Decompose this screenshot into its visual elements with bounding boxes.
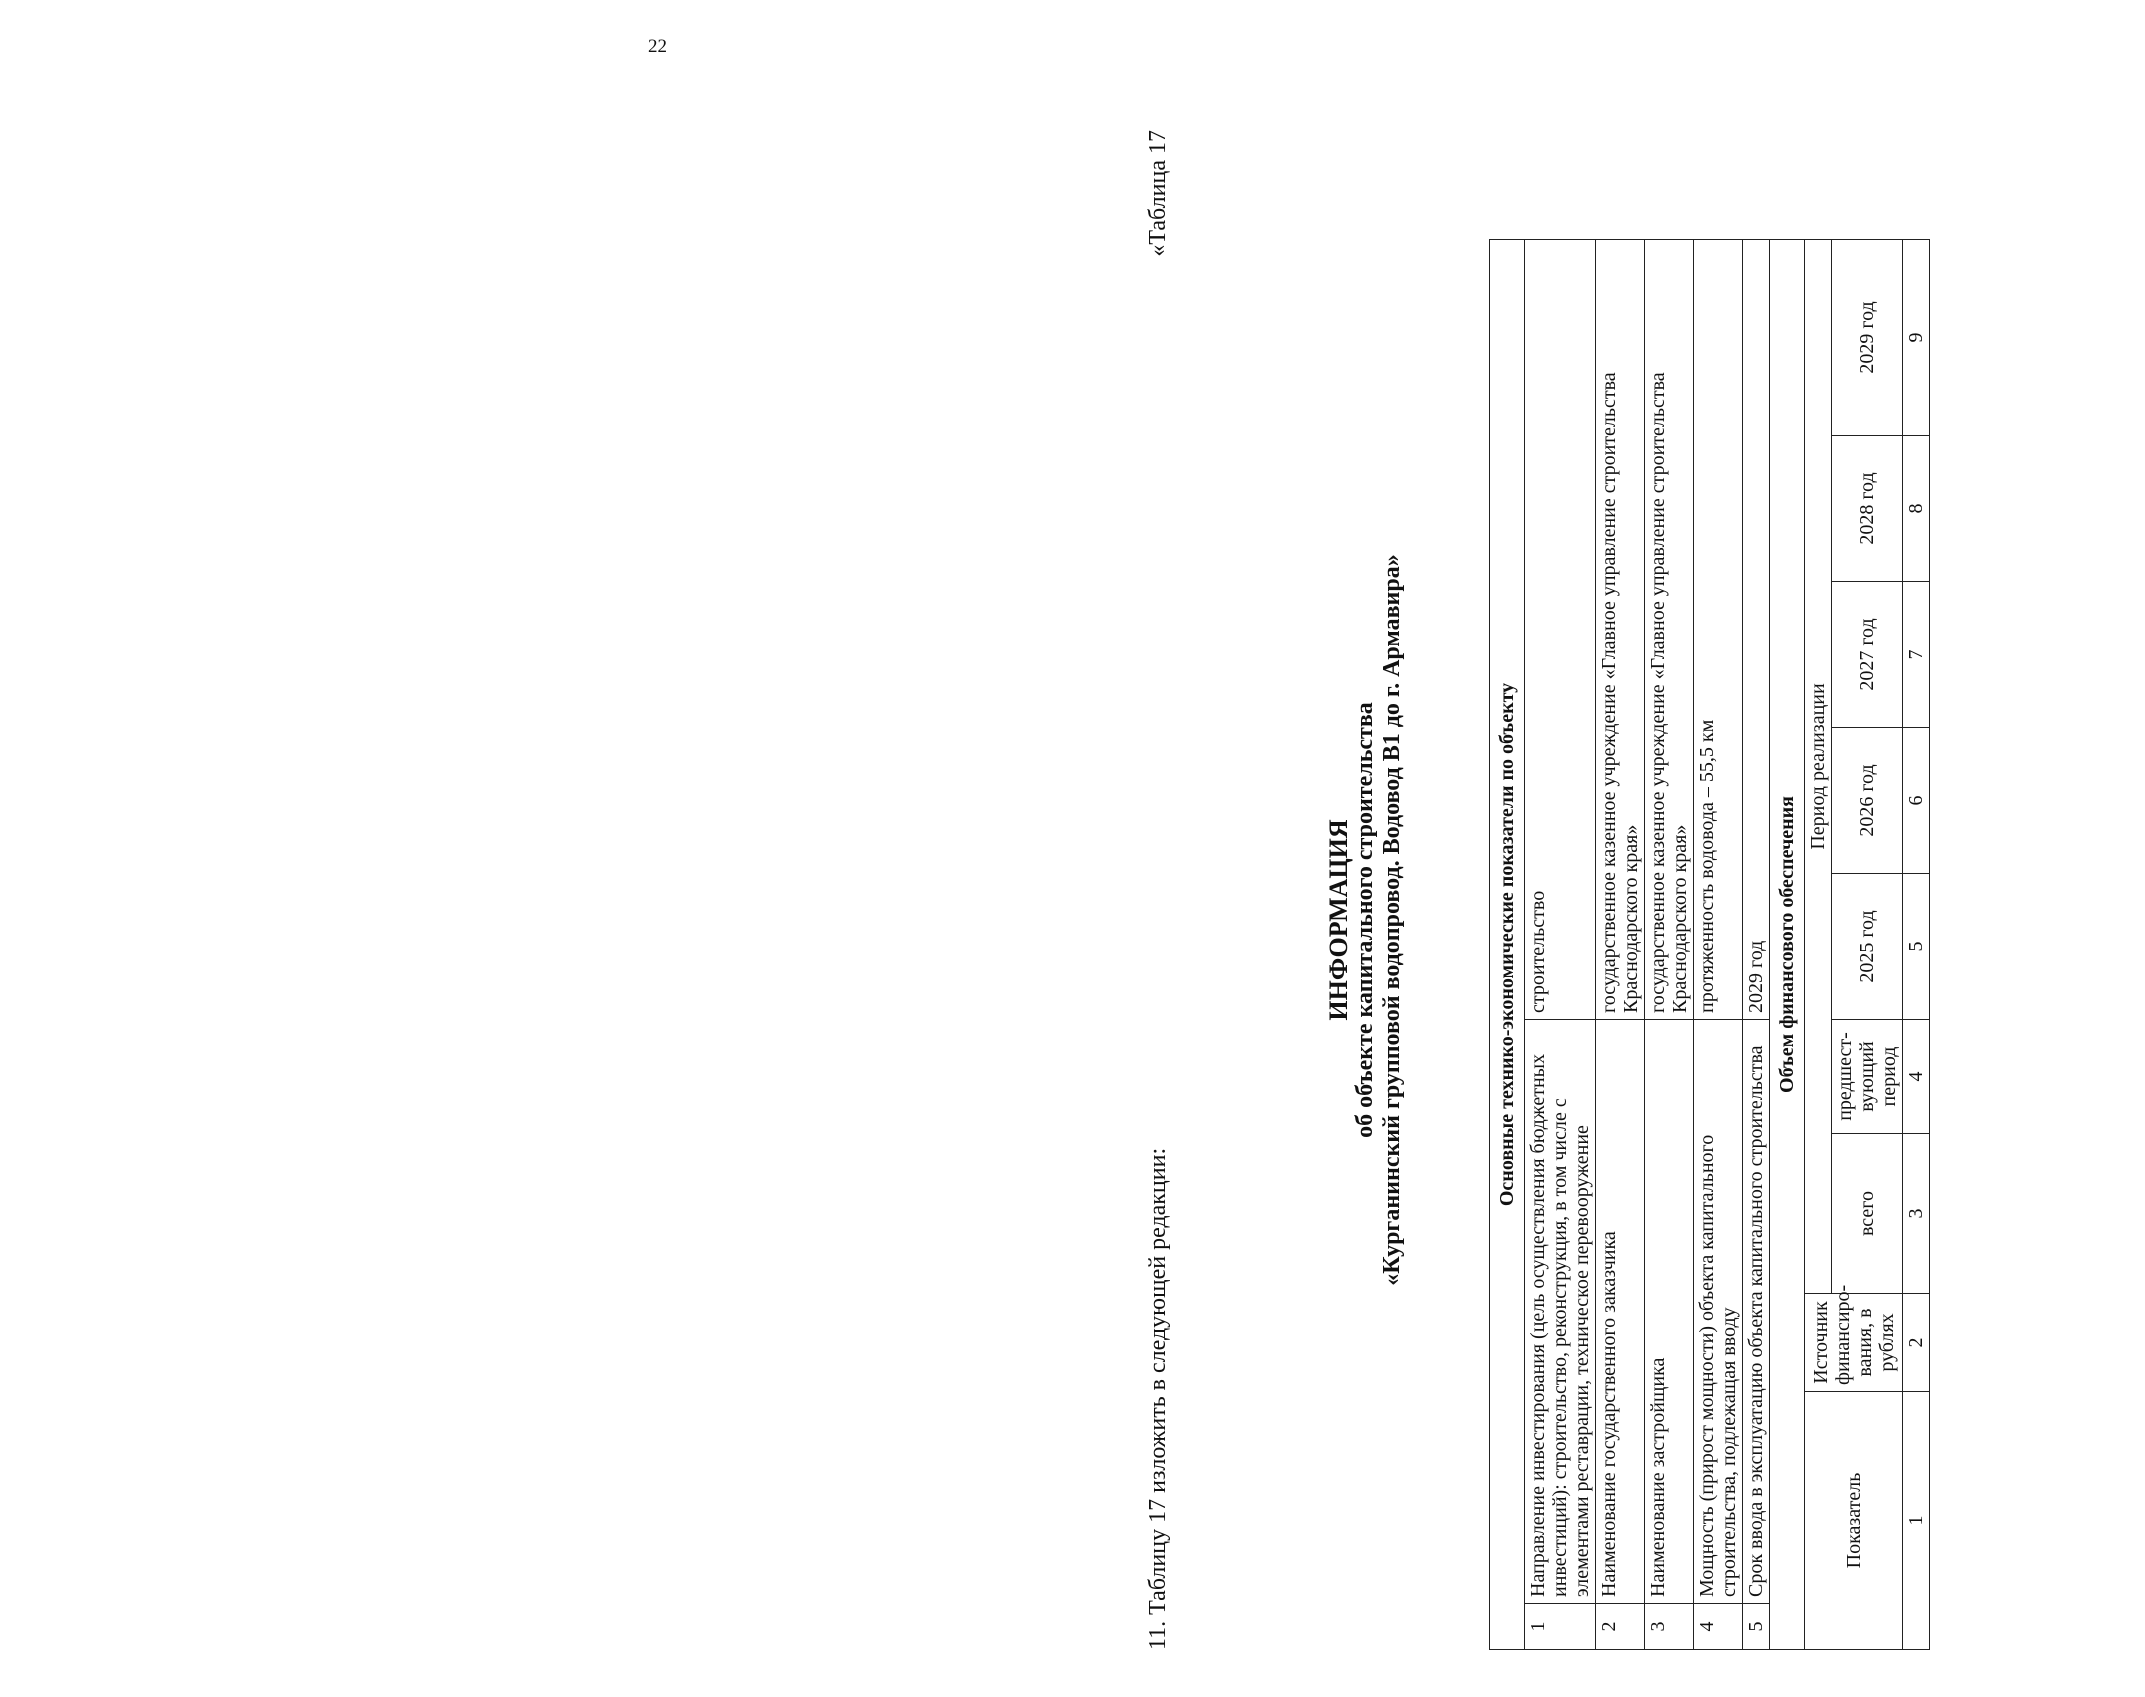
header-period: Период реализации	[1805, 239, 1832, 1293]
column-number: 1	[1903, 1392, 1930, 1650]
info-table	[1489, 239, 1930, 1650]
header-total: всего	[1832, 1134, 1903, 1294]
row-value: 2029 год	[1743, 239, 1770, 1019]
table-row	[1525, 239, 1596, 1649]
row-number: 3	[1645, 1604, 1694, 1650]
table-row	[1645, 239, 1694, 1649]
row-label: Наименование государственного заказчика	[1596, 1020, 1645, 1604]
column-number: 8	[1903, 436, 1930, 582]
row-value: государственное казенное учреждение «Главное управление строительства Краснодарского края»	[1645, 239, 1694, 1019]
section2-title: Объем финансового обеспечения	[1770, 239, 1805, 1649]
header-indicator: Показатель	[1805, 1392, 1903, 1650]
header-source: Источник финансиро-вания, в рублях	[1805, 1294, 1903, 1392]
row-number: 4	[1694, 1604, 1743, 1650]
header-2026: 2026 год	[1832, 728, 1903, 874]
row-value: строительство	[1525, 239, 1596, 1019]
table-caption: «Таблица 17	[1145, 130, 1171, 257]
table-row	[1743, 239, 1770, 1649]
row-value: протяженность водовода – 55,5 км	[1694, 239, 1743, 1019]
column-number-row	[1903, 239, 1930, 1649]
table-row	[1694, 239, 1743, 1649]
section1-title: Основные технико-экономические показатели по объекту	[1490, 239, 1525, 1649]
header-2029: 2029 год	[1832, 239, 1903, 435]
row-label: Срок ввода в эксплуатацию объекта капитального строительства	[1743, 1020, 1770, 1604]
row-label: Наименование застройщика	[1645, 1020, 1694, 1604]
section1-header-row	[1490, 239, 1525, 1649]
column-number: 2	[1903, 1294, 1930, 1392]
column-number: 4	[1903, 1020, 1930, 1134]
heading-subtitle: об объекте капитального строительства	[1352, 702, 1378, 1138]
row-value: государственное казенное учреждение «Главное управление строительства Краснодарского края»	[1596, 239, 1645, 1019]
rotated-document-content	[1145, 90, 2145, 1650]
table-row	[1596, 239, 1645, 1649]
heading-object-name: «Курганинский групповой водопровод. Водовод В1 до г. Армавира»	[1379, 554, 1405, 1286]
page-number: 22	[648, 36, 667, 57]
row-label: Направление инвестирования (цель осуществления бюджетных инвестиций): строительство, реконструкция, в том числе с элементами реставрации, техническое перевооружение	[1525, 1020, 1596, 1604]
document-heading	[1325, 190, 1406, 1650]
row-label: Мощность (прирост мощности) объекта капитального строительства, подлежащая вводу	[1694, 1020, 1743, 1604]
column-number: 6	[1903, 728, 1930, 874]
heading-title: ИНФОРМАЦИЯ	[1324, 819, 1353, 1021]
finance-header-row-1	[1805, 239, 1832, 1649]
row-number: 2	[1596, 1604, 1645, 1650]
column-number: 9	[1903, 239, 1930, 435]
header-2025: 2025 год	[1832, 874, 1903, 1020]
header-2028: 2028 год	[1832, 436, 1903, 582]
header-previous-period: предшест-вующий период	[1832, 1020, 1903, 1134]
section2-header-row	[1770, 239, 1805, 1649]
row-number: 5	[1743, 1604, 1770, 1650]
column-number: 7	[1903, 582, 1930, 728]
intro-text: 11. Таблицу 17 изложить в следующей редакции:	[1145, 1147, 1171, 1650]
row-number: 1	[1525, 1604, 1596, 1650]
column-number: 5	[1903, 874, 1930, 1020]
column-number: 3	[1903, 1134, 1930, 1294]
header-2027: 2027 год	[1832, 582, 1903, 728]
